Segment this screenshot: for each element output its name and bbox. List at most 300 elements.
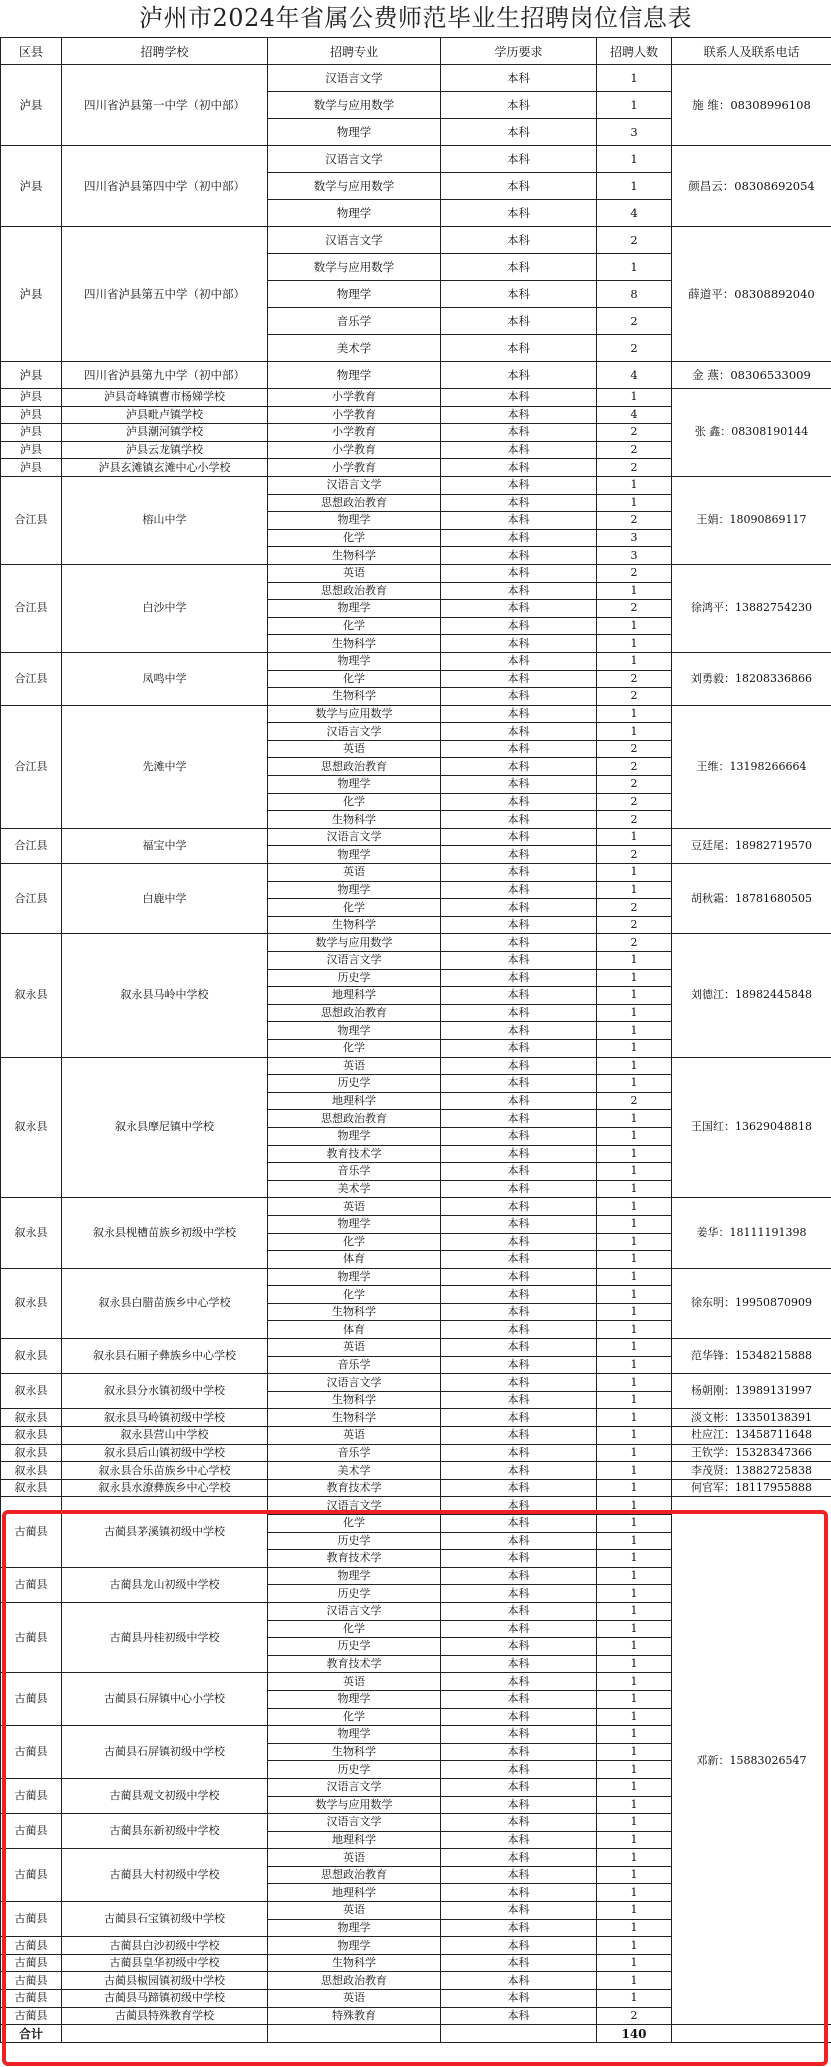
major-cell: 数学与应用数学: [268, 173, 441, 200]
major-cell: 英语: [268, 1673, 441, 1691]
school-cell: 泸县毗卢镇学校: [62, 406, 268, 424]
table-row: [1, 1462, 831, 1480]
count-cell: 1: [597, 1268, 672, 1286]
education-cell: 本科: [441, 1321, 597, 1339]
education-cell: 本科: [441, 1057, 597, 1075]
major-cell: 化学: [268, 529, 441, 547]
major-cell: 小学教育: [268, 424, 441, 442]
school-cell: 泸县奇峰镇曹市杨娣学校: [62, 389, 268, 407]
empty-cell: [268, 2025, 441, 2043]
count-cell: 2: [597, 335, 672, 362]
count-cell: 1: [597, 1110, 672, 1128]
education-cell: 本科: [441, 987, 597, 1005]
contact-cell: 胡秋霜：18781680505: [672, 864, 831, 934]
school-cell: 凤鸣中学: [62, 652, 268, 705]
major-cell: 英语: [268, 1057, 441, 1075]
education-cell: 本科: [441, 1831, 597, 1849]
school-cell: 古蔺县马蹄镇初级中学校: [62, 1990, 268, 2008]
major-cell: 生物科学: [268, 635, 441, 653]
count-cell: 1: [597, 1761, 672, 1779]
education-cell: 本科: [441, 1602, 597, 1620]
county-cell: 泸县: [1, 146, 62, 227]
major-cell: 生物科学: [268, 547, 441, 565]
major-cell: 音乐学: [268, 1444, 441, 1462]
count-cell: 1: [597, 1339, 672, 1357]
education-cell: 本科: [441, 200, 597, 227]
count-cell: 1: [597, 617, 672, 635]
school-cell: 白沙中学: [62, 564, 268, 652]
education-cell: 本科: [441, 173, 597, 200]
county-cell: 泸县: [1, 65, 62, 146]
education-cell: 本科: [441, 1515, 597, 1533]
education-cell: 本科: [441, 1180, 597, 1198]
education-cell: 本科: [441, 1532, 597, 1550]
education-cell: 本科: [441, 1110, 597, 1128]
count-cell: 1: [597, 1532, 672, 1550]
education-cell: 本科: [441, 494, 597, 512]
education-cell: 本科: [441, 1550, 597, 1568]
education-cell: 本科: [441, 1585, 597, 1603]
count-cell: 1: [597, 1075, 672, 1093]
education-cell: 本科: [441, 723, 597, 741]
total-count: 140: [597, 2025, 672, 2043]
major-cell: 化学: [268, 793, 441, 811]
education-cell: 本科: [441, 1339, 597, 1357]
count-cell: 2: [597, 564, 672, 582]
major-cell: 物理学: [268, 846, 441, 864]
major-cell: 思想政治教育: [268, 582, 441, 600]
contact-cell: 淡文彬：13350138391: [672, 1409, 831, 1427]
major-cell: 音乐学: [268, 308, 441, 335]
education-cell: 本科: [441, 1673, 597, 1691]
education-cell: 本科: [441, 688, 597, 706]
school-cell: 四川省泸县第五中学（初中部）: [62, 227, 268, 362]
education-cell: 本科: [441, 793, 597, 811]
major-cell: 数学与应用数学: [268, 1796, 441, 1814]
table-row: [1, 146, 831, 173]
school-cell: 叙永县白腊苗族乡中心学校: [62, 1268, 268, 1338]
county-cell: 叙永县: [1, 1409, 62, 1427]
count-cell: 1: [597, 1990, 672, 2008]
count-cell: 1: [597, 1497, 672, 1515]
education-cell: 本科: [441, 1303, 597, 1321]
county-cell: 合江县: [1, 864, 62, 934]
county-cell: 叙永县: [1, 1268, 62, 1338]
major-cell: 数学与应用数学: [268, 92, 441, 119]
table-row: [1, 1479, 831, 1497]
major-cell: 思想政治教育: [268, 1004, 441, 1022]
education-cell: 本科: [441, 1233, 597, 1251]
count-cell: 2: [597, 740, 672, 758]
education-cell: 本科: [441, 1778, 597, 1796]
education-cell: 本科: [441, 119, 597, 146]
county-cell: 叙永县: [1, 1057, 62, 1198]
major-cell: 思想政治教育: [268, 1866, 441, 1884]
contact-cell: 薛道平：08308892040: [672, 227, 831, 362]
education-cell: 本科: [441, 65, 597, 92]
school-cell: 白鹿中学: [62, 864, 268, 934]
school-cell: 古蔺县大村初级中学校: [62, 1849, 268, 1902]
table-row: [1, 1427, 831, 1445]
count-cell: 1: [597, 987, 672, 1005]
school-cell: 叙永县石厢子彝族乡中心学校: [62, 1339, 268, 1374]
count-cell: 2: [597, 2007, 672, 2025]
school-cell: 古蔺县龙山初级中学校: [62, 1567, 268, 1602]
count-cell: 2: [597, 688, 672, 706]
major-cell: 物理学: [268, 200, 441, 227]
contact-cell: 刘勇毅：18208336866: [672, 652, 831, 705]
major-cell: 思想政治教育: [268, 494, 441, 512]
count-cell: 1: [597, 92, 672, 119]
education-cell: 本科: [441, 828, 597, 846]
education-cell: 本科: [441, 406, 597, 424]
count-cell: 1: [597, 1356, 672, 1374]
count-cell: 2: [597, 758, 672, 776]
count-cell: 1: [597, 582, 672, 600]
county-cell: 古蔺县: [1, 1990, 62, 2008]
county-cell: 古蔺县: [1, 1497, 62, 1567]
count-cell: 4: [597, 406, 672, 424]
major-cell: 物理学: [268, 119, 441, 146]
contact-cell: 王国红：13629048818: [672, 1057, 831, 1198]
education-cell: 本科: [441, 1444, 597, 1462]
count-cell: 1: [597, 1303, 672, 1321]
major-cell: 英语: [268, 1902, 441, 1920]
major-cell: 物理学: [268, 1690, 441, 1708]
education-cell: 本科: [441, 1726, 597, 1744]
count-cell: 2: [597, 670, 672, 688]
education-cell: 本科: [441, 1849, 597, 1867]
count-cell: 1: [597, 1374, 672, 1392]
count-cell: 1: [597, 1004, 672, 1022]
empty-cell: [672, 2025, 831, 2043]
major-cell: 汉语言文学: [268, 476, 441, 494]
count-cell: 1: [597, 1796, 672, 1814]
count-cell: 3: [597, 119, 672, 146]
count-cell: 1: [597, 1602, 672, 1620]
count-cell: 2: [597, 811, 672, 829]
education-cell: 本科: [441, 564, 597, 582]
major-cell: 思想政治教育: [268, 1110, 441, 1128]
major-cell: 教育技术学: [268, 1655, 441, 1673]
major-cell: 物理学: [268, 600, 441, 618]
county-cell: 古蔺县: [1, 1567, 62, 1602]
county-cell: 合江县: [1, 652, 62, 705]
education-cell: 本科: [441, 362, 597, 389]
count-cell: 1: [597, 1145, 672, 1163]
major-cell: 历史学: [268, 1075, 441, 1093]
count-cell: 2: [597, 1092, 672, 1110]
education-cell: 本科: [441, 705, 597, 723]
school-cell: 四川省泸县第一中学（初中部）: [62, 65, 268, 146]
major-cell: 化学: [268, 1039, 441, 1057]
education-cell: 本科: [441, 1796, 597, 1814]
count-cell: 1: [597, 864, 672, 882]
major-cell: 化学: [268, 1233, 441, 1251]
education-cell: 本科: [441, 227, 597, 254]
major-cell: 思想政治教育: [268, 1972, 441, 1990]
count-cell: 2: [597, 899, 672, 917]
count-cell: 1: [597, 1180, 672, 1198]
major-cell: 英语: [268, 1198, 441, 1216]
count-cell: 1: [597, 1444, 672, 1462]
contact-cell: 姜华：18111191398: [672, 1198, 831, 1268]
count-cell: 1: [597, 952, 672, 970]
education-cell: 本科: [441, 1620, 597, 1638]
contact-cell: 豆廷尾：18982719570: [672, 828, 831, 863]
major-cell: 物理学: [268, 1726, 441, 1744]
education-cell: 本科: [441, 670, 597, 688]
major-cell: 物理学: [268, 1215, 441, 1233]
count-cell: 1: [597, 1690, 672, 1708]
table-row: [1, 652, 831, 670]
contact-cell: 何官军：18117955888: [672, 1479, 831, 1497]
contact-cell: 金 燕：08306533009: [672, 362, 831, 389]
header-county: 区县: [1, 38, 62, 65]
education-cell: 本科: [441, 582, 597, 600]
count-cell: 1: [597, 1515, 672, 1533]
education-cell: 本科: [441, 1391, 597, 1409]
table-row: [1, 476, 831, 494]
education-cell: 本科: [441, 881, 597, 899]
county-cell: 泸县: [1, 424, 62, 442]
count-cell: 1: [597, 723, 672, 741]
county-cell: 古蔺县: [1, 1726, 62, 1779]
empty-cell: [441, 2025, 597, 2043]
contact-cell: 刘德江：18982445848: [672, 934, 831, 1057]
count-cell: 1: [597, 1127, 672, 1145]
school-cell: 叙永县水潦彝族乡中心学校: [62, 1479, 268, 1497]
education-cell: 本科: [441, 600, 597, 618]
education-cell: 本科: [441, 1409, 597, 1427]
major-cell: 地理科学: [268, 1831, 441, 1849]
school-cell: 古蔺县石屏镇中心小学校: [62, 1673, 268, 1726]
count-cell: 2: [597, 916, 672, 934]
count-cell: 2: [597, 512, 672, 530]
major-cell: 历史学: [268, 1638, 441, 1656]
count-cell: 1: [597, 1972, 672, 1990]
education-cell: 本科: [441, 92, 597, 119]
school-cell: 泸县潮河镇学校: [62, 424, 268, 442]
education-cell: 本科: [441, 1690, 597, 1708]
major-cell: 物理学: [268, 1022, 441, 1040]
education-cell: 本科: [441, 758, 597, 776]
major-cell: 美术学: [268, 1180, 441, 1198]
major-cell: 物理学: [268, 776, 441, 794]
count-cell: 1: [597, 1655, 672, 1673]
count-cell: 3: [597, 547, 672, 565]
education-cell: 本科: [441, 476, 597, 494]
major-cell: 物理学: [268, 881, 441, 899]
county-cell: 泸县: [1, 362, 62, 389]
education-cell: 本科: [441, 864, 597, 882]
major-cell: 数学与应用数学: [268, 934, 441, 952]
major-cell: 物理学: [268, 281, 441, 308]
count-cell: 1: [597, 705, 672, 723]
major-cell: 物理学: [268, 1937, 441, 1955]
contact-cell: 徐东明：19950870909: [672, 1268, 831, 1338]
count-cell: 1: [597, 1567, 672, 1585]
education-cell: 本科: [441, 811, 597, 829]
county-cell: 古蔺县: [1, 1954, 62, 1972]
major-cell: 历史学: [268, 969, 441, 987]
education-cell: 本科: [441, 1251, 597, 1269]
major-cell: 教育技术学: [268, 1550, 441, 1568]
contact-cell: 王维：13198266664: [672, 705, 831, 828]
major-cell: 化学: [268, 1708, 441, 1726]
contact-cell: 杜应江：13458711648: [672, 1427, 831, 1445]
school-cell: 榕山中学: [62, 476, 268, 564]
count-cell: 1: [597, 1479, 672, 1497]
education-cell: 本科: [441, 281, 597, 308]
school-cell: 叙永县合乐苗族乡中心学校: [62, 1462, 268, 1480]
count-cell: 1: [597, 1814, 672, 1832]
school-cell: 古蔺县特殊教育学校: [62, 2007, 268, 2025]
education-cell: 本科: [441, 1708, 597, 1726]
count-cell: 1: [597, 254, 672, 281]
major-cell: 物理学: [268, 1127, 441, 1145]
count-cell: 1: [597, 1163, 672, 1181]
major-cell: 物理学: [268, 362, 441, 389]
major-cell: 小学教育: [268, 406, 441, 424]
count-cell: 1: [597, 1198, 672, 1216]
education-cell: 本科: [441, 335, 597, 362]
header-education: 学历要求: [441, 38, 597, 65]
major-cell: 生物科学: [268, 1743, 441, 1761]
education-cell: 本科: [441, 1145, 597, 1163]
count-cell: 1: [597, 828, 672, 846]
count-cell: 2: [597, 600, 672, 618]
county-cell: 泸县: [1, 389, 62, 407]
county-cell: 古蔺县: [1, 1972, 62, 1990]
education-cell: 本科: [441, 1567, 597, 1585]
major-cell: 美术学: [268, 1462, 441, 1480]
education-cell: 本科: [441, 529, 597, 547]
count-cell: 2: [597, 846, 672, 864]
table-row: [1, 1198, 831, 1216]
count-cell: 1: [597, 1673, 672, 1691]
education-cell: 本科: [441, 308, 597, 335]
major-cell: 物理学: [268, 1567, 441, 1585]
major-cell: 体育: [268, 1251, 441, 1269]
count-cell: 2: [597, 459, 672, 477]
education-cell: 本科: [441, 1902, 597, 1920]
table-row: [1, 934, 831, 952]
major-cell: 思想政治教育: [268, 758, 441, 776]
school-cell: 泸县玄滩镇玄滩中心小学校: [62, 459, 268, 477]
major-cell: 小学教育: [268, 389, 441, 407]
major-cell: 体育: [268, 1321, 441, 1339]
major-cell: 生物科学: [268, 1303, 441, 1321]
count-cell: 1: [597, 1039, 672, 1057]
school-cell: 古蔺县白沙初级中学校: [62, 1937, 268, 1955]
contact-cell: 王钦学：15328347366: [672, 1444, 831, 1462]
table-row: [1, 1497, 831, 1515]
school-cell: 叙永县分水镇初级中学校: [62, 1374, 268, 1409]
table-row: [1, 1268, 831, 1286]
major-cell: 汉语言文学: [268, 952, 441, 970]
major-cell: 生物科学: [268, 1409, 441, 1427]
count-cell: 1: [597, 1233, 672, 1251]
count-cell: 1: [597, 1849, 672, 1867]
count-cell: 2: [597, 227, 672, 254]
table-row: [1, 1409, 831, 1427]
table-row: [1, 705, 831, 723]
education-cell: 本科: [441, 1919, 597, 1937]
county-cell: 叙永县: [1, 1444, 62, 1462]
count-cell: 4: [597, 362, 672, 389]
school-cell: 先滩中学: [62, 705, 268, 828]
major-cell: 化学: [268, 1515, 441, 1533]
major-cell: 特殊教育: [268, 2007, 441, 2025]
count-cell: 1: [597, 1215, 672, 1233]
major-cell: 物理学: [268, 1268, 441, 1286]
county-cell: 叙永县: [1, 1479, 62, 1497]
county-cell: 叙永县: [1, 1198, 62, 1268]
major-cell: 化学: [268, 899, 441, 917]
education-cell: 本科: [441, 969, 597, 987]
count-cell: 2: [597, 793, 672, 811]
education-cell: 本科: [441, 934, 597, 952]
major-cell: 生物科学: [268, 688, 441, 706]
education-cell: 本科: [441, 1004, 597, 1022]
major-cell: 汉语言文学: [268, 1814, 441, 1832]
count-cell: 1: [597, 173, 672, 200]
major-cell: 生物科学: [268, 1391, 441, 1409]
header-school: 招聘学校: [62, 38, 268, 65]
count-cell: 1: [597, 652, 672, 670]
school-cell: 叙永县营山中学校: [62, 1427, 268, 1445]
major-cell: 英语: [268, 564, 441, 582]
education-cell: 本科: [441, 1127, 597, 1145]
header-major: 招聘专业: [268, 38, 441, 65]
count-cell: 4: [597, 200, 672, 227]
count-cell: 1: [597, 1954, 672, 1972]
count-cell: 1: [597, 635, 672, 653]
education-cell: 本科: [441, 1039, 597, 1057]
education-cell: 本科: [441, 424, 597, 442]
major-cell: 汉语言文学: [268, 1497, 441, 1515]
major-cell: 地理科学: [268, 1092, 441, 1110]
header-contact: 联系人及联系电话: [672, 38, 831, 65]
count-cell: 1: [597, 1057, 672, 1075]
count-cell: 8: [597, 281, 672, 308]
school-cell: 古蔺县石屏镇初级中学校: [62, 1726, 268, 1779]
education-cell: 本科: [441, 1462, 597, 1480]
education-cell: 本科: [441, 899, 597, 917]
count-cell: 1: [597, 881, 672, 899]
school-cell: 古蔺县椒园镇初级中学校: [62, 1972, 268, 1990]
major-cell: 汉语言文学: [268, 1374, 441, 1392]
education-cell: 本科: [441, 389, 597, 407]
major-cell: 地理科学: [268, 1884, 441, 1902]
county-cell: 合江县: [1, 476, 62, 564]
major-cell: 教育技术学: [268, 1479, 441, 1497]
education-cell: 本科: [441, 1286, 597, 1304]
school-cell: 叙永县枧槽苗族乡初级中学校: [62, 1198, 268, 1268]
count-cell: 1: [597, 1462, 672, 1480]
total-label: 合计: [1, 2025, 62, 2043]
education-cell: 本科: [441, 635, 597, 653]
header-row: [1, 38, 831, 65]
major-cell: 汉语言文学: [268, 828, 441, 846]
county-cell: 泸县: [1, 459, 62, 477]
contact-cell: 王娟：18090869117: [672, 476, 831, 564]
contact-cell: 李茂贤：13882725838: [672, 1462, 831, 1480]
count-cell: 2: [597, 424, 672, 442]
major-cell: 英语: [268, 864, 441, 882]
county-cell: 合江县: [1, 828, 62, 863]
